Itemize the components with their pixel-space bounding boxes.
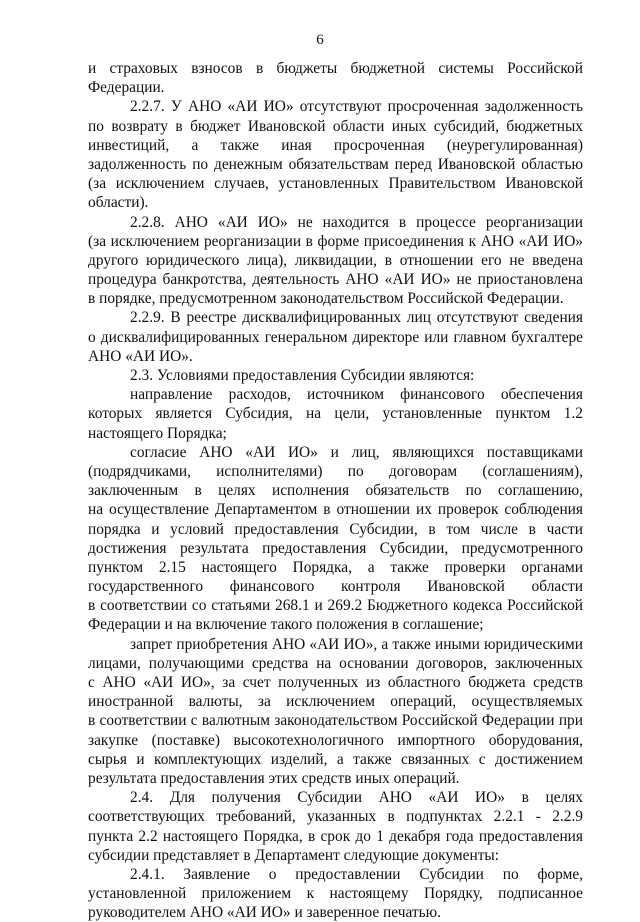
text-line: 2.4.1. Заявление о предоставлении Субсидии по форме, xyxy=(130,865,583,883)
text-line: государственного финансового контроля Ивановской области xyxy=(88,578,583,596)
text-line: Федерации и на включение такого положения в соглашение; xyxy=(88,616,484,634)
text-line: которых является Субсидия, на цели, установленные пунктом 1.2 xyxy=(88,405,583,423)
text-line: лицами, получающими средства на основании договоров, заключенных xyxy=(88,654,583,672)
text-line: (за исключением реорганизации в форме присоединения к АНО «АИ ИО» xyxy=(88,232,583,250)
text-line: субсидии представляет в Департамент следующие документы: xyxy=(88,846,500,864)
text-line: области). xyxy=(88,194,149,212)
page-number: 6 xyxy=(316,32,324,48)
text-line: согласие АНО «АИ ИО» и лиц, являющихся поставщиками xyxy=(130,443,583,461)
text-line: настоящего Порядка; xyxy=(88,424,227,442)
text-line: задолженность по денежным обязательствам перед Ивановской областью xyxy=(88,155,583,173)
text-line: на осуществление Департаментом в отношении их проверок соблюдения xyxy=(88,501,583,519)
text-line: установленной приложением к настоящему Порядку, подписанное xyxy=(88,885,583,903)
text-line: 2.2.8. АНО «АИ ИО» не находится в процессе реорганизации xyxy=(130,213,583,231)
text-line: в порядке, предусмотренном законодательством Российской Федерации. xyxy=(88,290,564,308)
document-body xyxy=(88,59,583,922)
text-line: 2.2.9. В реестре дисквалифицированных лиц отсутствуют сведения xyxy=(130,309,583,327)
text-line: запрет приобретения АНО «АИ ИО», а также иными юридическими xyxy=(130,635,583,653)
text-line: (подрядчиками, исполнителями) по договорам (соглашениям), xyxy=(88,462,583,480)
text-line: инвестиций, а также иная просроченная (неурегулированная) xyxy=(88,136,583,154)
text-line: порядка и условий предоставления Субсидии, в том числе в части xyxy=(88,520,583,538)
text-line: направление расходов, источником финансового обеспечения xyxy=(130,386,583,404)
text-line: и страховых взносов в бюджеты бюджетной системы Российской xyxy=(88,60,583,77)
text-line: соответствующих требований, указанных в подпунктах 2.2.1 - 2.2.9 xyxy=(88,808,583,826)
text-line: по возврату в бюджет Ивановской области иных субсидий, бюджетных xyxy=(88,117,583,135)
text-line: заключенным в целях исполнения обязательств по соглашению, xyxy=(88,482,583,500)
text-line: 2.4. Для получения Субсидии АНО «АИ ИО» в целях xyxy=(130,789,583,807)
text-line: в соответствии с валютным законодательством Российской Федерации при xyxy=(88,712,583,730)
text-line: другого юридического лица), ликвидации, в отношении его не введена xyxy=(88,251,583,269)
text-line: с АНО «АИ ИО», за счет полученных из областного бюджета средств xyxy=(88,674,583,691)
text-line: 2.2.7. У АНО «АИ ИО» отсутствуют просроченная задолженность xyxy=(130,98,583,116)
text-line: (за исключением случаев, установленных Правительством Ивановской xyxy=(88,175,583,193)
text-line: сырья и комплектующих изделий, а также связанных с достижением xyxy=(88,750,583,768)
text-line: процедура банкротства, деятельность АНО «АИ ИО» не приостановлена xyxy=(88,271,583,289)
text-line: руководителем АНО «АИ ИО» и заверенное печатью. xyxy=(88,904,441,922)
text-line: о дисквалифицированных генеральном директоре или главном бухгалтере xyxy=(88,328,583,346)
text-line: достижения результата предоставления Субсидии, предусмотренного xyxy=(88,539,583,557)
text-line: 2.3. Условиями предоставления Субсидии являются: xyxy=(130,367,475,384)
text-line: пункта 2.2 настоящего Порядка, в срок до 1 декабря года предоставления xyxy=(88,827,583,845)
text-line: результата предоставления этих средств иных операций. xyxy=(88,769,460,787)
text-line: Федерации. xyxy=(88,79,165,97)
text-line: иностранной валюты, за исключением операций, осуществляемых xyxy=(88,693,583,711)
text-line: пунктом 2.15 настоящего Порядка, а также проверки органами xyxy=(88,558,583,576)
text-line: в соответствии со статьями 268.1 и 269.2 Бюджетного кодекса Российской xyxy=(88,597,583,615)
text-line: АНО «АИ ИО». xyxy=(88,347,193,365)
text-line: закупке (поставке) высокотехнологичного импортного оборудования, xyxy=(88,731,583,749)
